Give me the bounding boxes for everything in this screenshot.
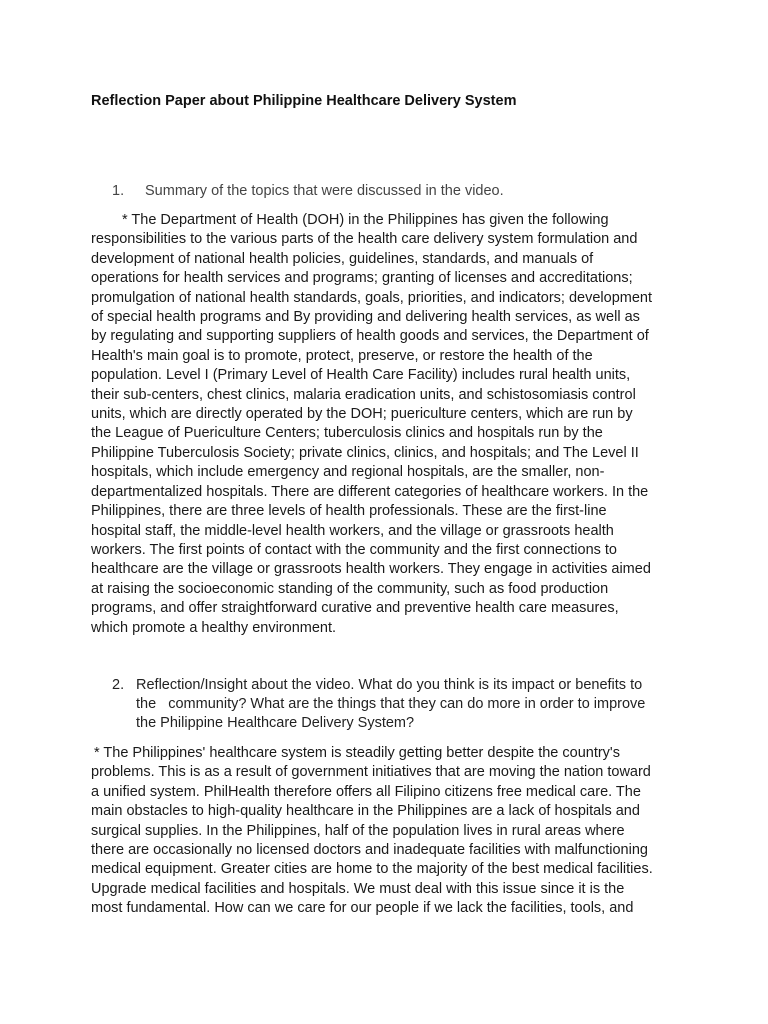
paragraph-line: * The Philippines' healthcare system is steadily getting better despite the country's bbox=[94, 745, 620, 761]
paragraph-line: there are occasionally no licensed doctors and inadequate facilities with malfunctioning bbox=[91, 842, 648, 859]
paragraph-line: responsibilities to the various parts of the health care delivery system formulation and bbox=[91, 231, 638, 248]
heading-line: the Philippine Healthcare Delivery System? bbox=[136, 715, 415, 731]
paragraph-line: medical equipment. Greater cities are home to the majority of the best medical facilities. bbox=[91, 861, 653, 878]
paragraph-line: by regulating and supporting suppliers of health goods and services, the Department of bbox=[91, 328, 649, 345]
document-title: Reflection Paper about Philippine Healthcare Delivery System bbox=[91, 93, 517, 109]
paragraph-line: programs, and offer straightforward curative and preventive health care measures, bbox=[91, 600, 619, 617]
paragraph-line: most fundamental. How can we care for our people if we lack the facilities, tools, and bbox=[91, 900, 634, 917]
paragraph-line: workers. The first points of contact with the community and the first connections to bbox=[91, 541, 618, 558]
paragraph-line: problems. This is as a result of government initiatives that are moving the nation toward bbox=[91, 764, 651, 781]
paragraph-line: units, which are directly operated by the DOH; puericulture centers, which are run by bbox=[91, 406, 633, 423]
paragraph-line: * The Department of Health (DOH) in the Philippines has given the following bbox=[122, 212, 609, 228]
list-number: 2. bbox=[112, 677, 125, 693]
paragraph-line: a unified system. PhilHealth therefore offers all Filipino citizens free medical care. The bbox=[91, 783, 641, 800]
paragraph-line: hospitals, which include emergency and regional hospitals, are the smaller, non- bbox=[91, 464, 605, 481]
paragraph-line: population. Level I (Primary Level of Health Care Facility) includes rural health units, bbox=[91, 367, 631, 384]
paragraph-line: development of national health policies, guidelines, standards, and manuals of bbox=[91, 250, 594, 267]
paragraph-line: Philippine Tuberculosis Society; private clinics, clinics, and hospitals; and The Level II bbox=[91, 444, 639, 461]
paragraph-line: surgical supplies. In the Philippines, half of the population lives in rural areas where bbox=[91, 822, 625, 839]
heading-line: Reflection/Insight about the video. What do you think is its impact or benefits to bbox=[136, 677, 643, 693]
paragraph-line: the League of Puericulture Centers; tuberculosis clinics and hospitals run by the bbox=[91, 425, 603, 442]
paragraph-line: operations for health services and programs; granting of licenses and accreditations; bbox=[91, 270, 633, 287]
paragraph-line: hospital staff, the middle-level health workers, and the village or grassroots health bbox=[91, 522, 614, 539]
section-1-paragraph bbox=[91, 211, 691, 638]
paragraph-line: healthcare are the village or grassroots health workers. They engage in activities aimed bbox=[91, 561, 651, 578]
heading-line: the community? What are the things that they can do more in order to improve bbox=[136, 696, 646, 712]
list-heading-text bbox=[136, 676, 676, 733]
list-number: 1. bbox=[112, 183, 125, 199]
paragraph-line: Upgrade medical facilities and hospitals. We must deal with this issue since it is the bbox=[91, 880, 625, 897]
paragraph-line: at raising the socioeconomic standing of the community, such as food production bbox=[91, 580, 609, 597]
paragraph-line: of special health programs and By providing and delivering health services, as well as bbox=[91, 309, 640, 326]
paragraph-line: which promote a healthy environment. bbox=[91, 619, 337, 636]
paragraph-line: their sub-centers, chest clinics, malaria eradication units, and schistosomiasis control bbox=[91, 386, 636, 403]
list-heading-text: Summary of the topics that were discussed in the video. bbox=[145, 183, 504, 199]
paragraph-line: main obstacles to high-quality healthcare in the Philippines are a lack of hospitals and bbox=[91, 803, 640, 820]
paragraph-line: departmentalized hospitals. There are different categories of healthcare workers. In the bbox=[91, 483, 649, 500]
paragraph-line: promulgation of national health standards, goals, priorities, and indicators; development bbox=[91, 289, 653, 306]
paragraph-line: Health's main goal is to promote, protect, preserve, or restore the health of the bbox=[91, 347, 593, 364]
section-2-paragraph bbox=[91, 744, 691, 919]
paragraph-line: Philippines, there are three levels of health professionals. These are the first-line bbox=[91, 503, 607, 520]
